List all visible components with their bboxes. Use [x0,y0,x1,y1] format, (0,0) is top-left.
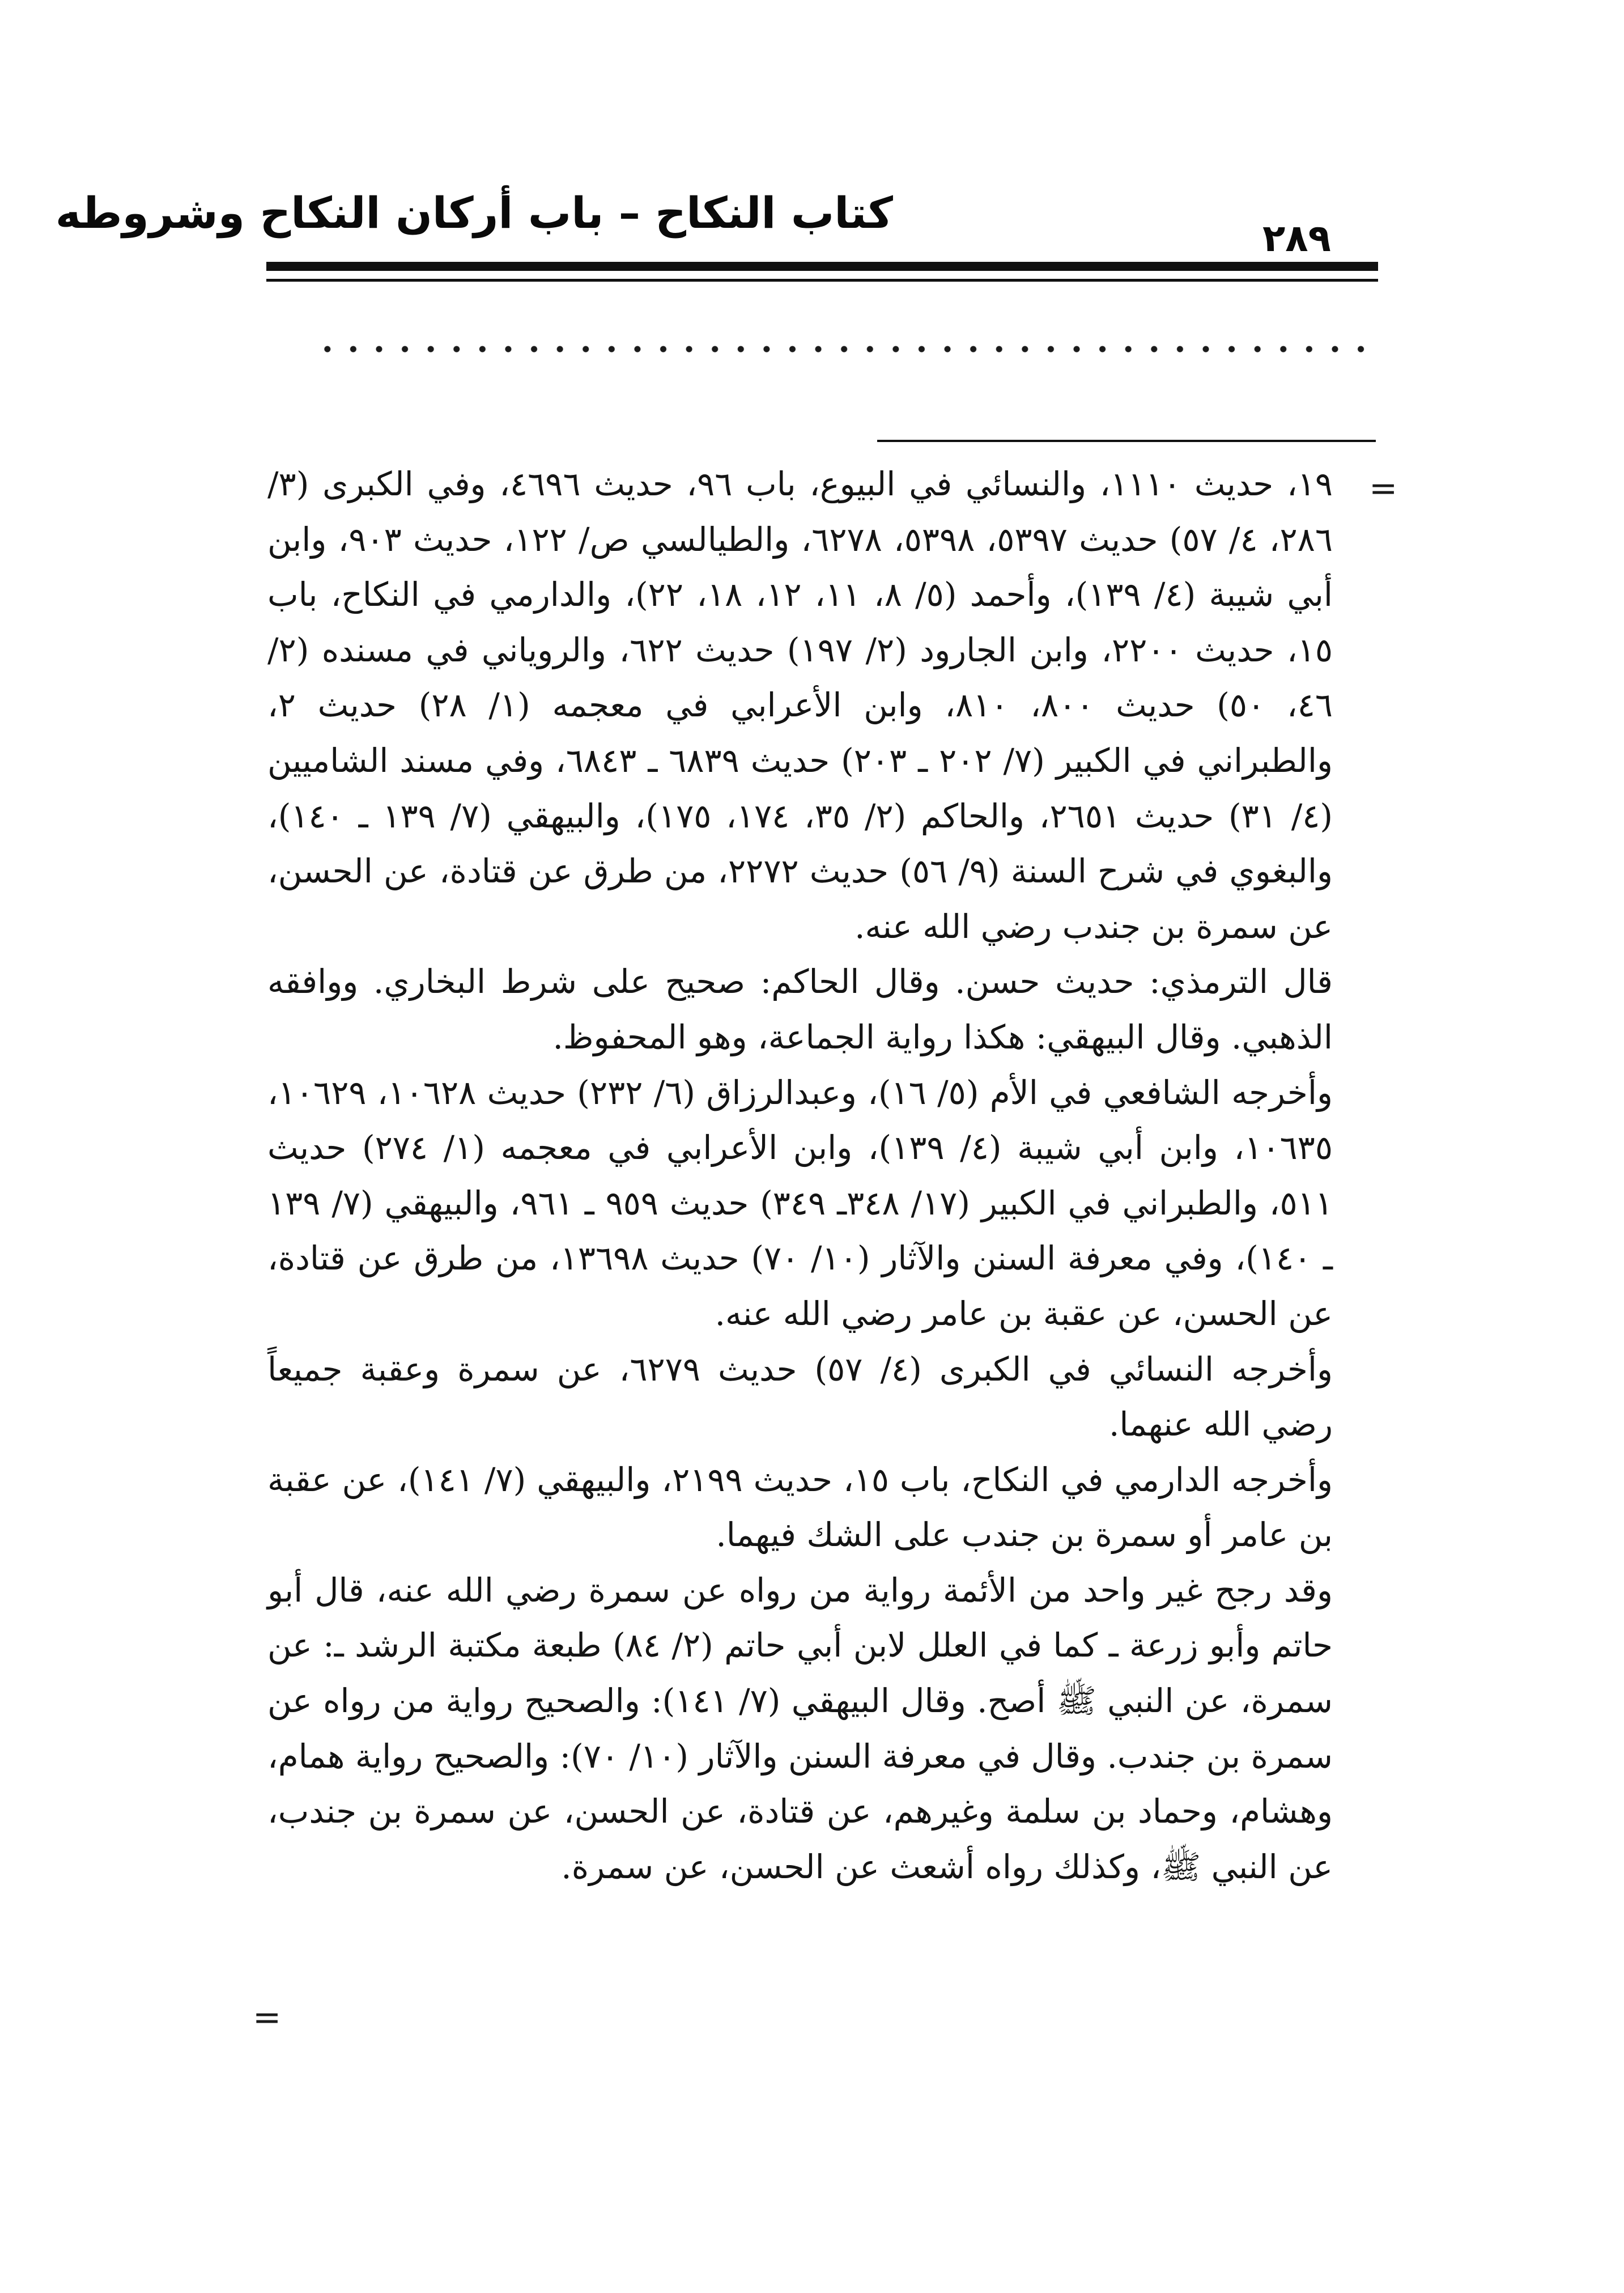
running-title: كتاب النكاح – باب أركان النكاح وشروطه [55,188,893,238]
footnote-separator-line [877,440,1376,442]
footnote-paragraph: وأخرجه الدارمي في النكاح، باب ١٥، حديث ٢١٩٩، والبيهقي (٧/ ١٤١)، عن عقبة بن عامر أو سمرة بن جندب على الشك فيهما. [267,1460,1333,1555]
footnote-paragraph: وأخرجه النسائي في الكبرى (٤/ ٥٧) حديث ٦٢٧٩، عن سمرة وعقبة جميعاً رضي الله عنهما. [267,1349,1333,1444]
footnote-paragraph: قال الترمذي: حديث حسن. وقال الحاكم: صحيح على شرط البخاري. ووافقه الذهبي. وقال البيهقي: هكذا رواية الجماعة، وهو المحفوظ. [267,962,1333,1056]
footnote-paragraph: وقد رجح غير واحد من الأئمة رواية من رواه عن سمرة رضي الله عنه، قال أبو حاتم وأبو زرعة ـ كما في العلل لابن أبي حاتم (٢/ ٨٤) طبعة مكتبة الرشد ـ: عن سمرة، عن النبي ﷺ أصح. وقال البيهقي (٧/ ١٤١): والصحيح رواية من رواه عن سمرة بن جندب. وقال في معرفة السنن والآثار (١٠/ ٧٠): والصحيح رواية همام، وهشام، وحماد بن سلمة وغيرهم، عن قتادة، عن الحسن، عن سمرة بن جندب، عن النبي ﷺ، وكذلك رواه أشعث عن الحسن، عن سمرة. [267,1570,1333,1886]
footnote-paragraph: ١٩، حديث ١١١٠، والنسائي في البيوع، باب ٩٦، حديث ٤٦٩٦، وفي الكبرى (٣/ ٢٨٦، ٤/ ٥٧) حديث ٥٣٩٧، ٥٣٩٨، ٦٢٧٨، والطيالسي ص/ ١٢٢، حديث ٩٠٣، وابن أبي شيبة (٤/ ١٣٩)، وأحمد (٥/ ٨، ١١، ١٢، ١٨، ٢٢)، والدارمي في النكاح، باب ١٥، حديث ٢٢٠٠، وابن الجارود (٢/ ١٩٧) حديث ٦٢٢، والروياني في مسنده (٢/ ٤٦، ٥٠) حديث ٨٠٠، ٨١٠، وابن الأعرابي في معجمه (١/ ٢٨) حديث ٢، والطبراني في الكبير (٧/ ٢٠٢ ـ ٢٠٣) حديث ٦٨٣٩ ـ ٦٨٤٣، وفي مسند الشاميين (٤/ ٣١) حديث ٢٦٥١، والحاكم (٢/ ٣٥، ١٧٤، ١٧٥)، والبيهقي (٧/ ١٣٩ ـ ١٤٠)، والبغوي في شرح السنة (٩/ ٥٦) حديث ٢٢٧٢، من طرق عن قتادة، عن الحسن، عن سمرة بن جندب رضي الله عنه. [267,465,1333,946]
continuation-mark-bottom: = [253,1998,282,2037]
header-rule-thick [266,262,1378,271]
header-rule-thin [266,279,1378,282]
footnote-text [267,457,1333,1895]
continuation-mark-top: = [1369,469,1398,508]
footnote-paragraph: وأخرجه الشافعي في الأم (٥/ ١٦)، وعبدالرزاق (٦/ ٢٣٢) حديث ١٠٦٢٨، ١٠٦٢٩، ١٠٦٣٥، وابن أبي شيبة (٤/ ١٣٩)، وابن الأعرابي في معجمه (١/ ٢٧٤) حديث ٥١١، والطبراني في الكبير (١٧/ ٣٤٨ـ ٣٤٩) حديث ٩٥٩ ـ ٩٦١، والبيهقي (٧/ ١٣٩ ـ ١٤٠)، وفي معرفة السنن والآثار (١٠/ ٧٠) حديث ١٣٦٩٨، من طرق عن قتادة، عن الحسن، عن عقبة بن عامر رضي الله عنه. [267,1073,1333,1333]
page-number: ٢٨٩ [1262,216,1331,260]
dotted-separator [314,343,1374,355]
